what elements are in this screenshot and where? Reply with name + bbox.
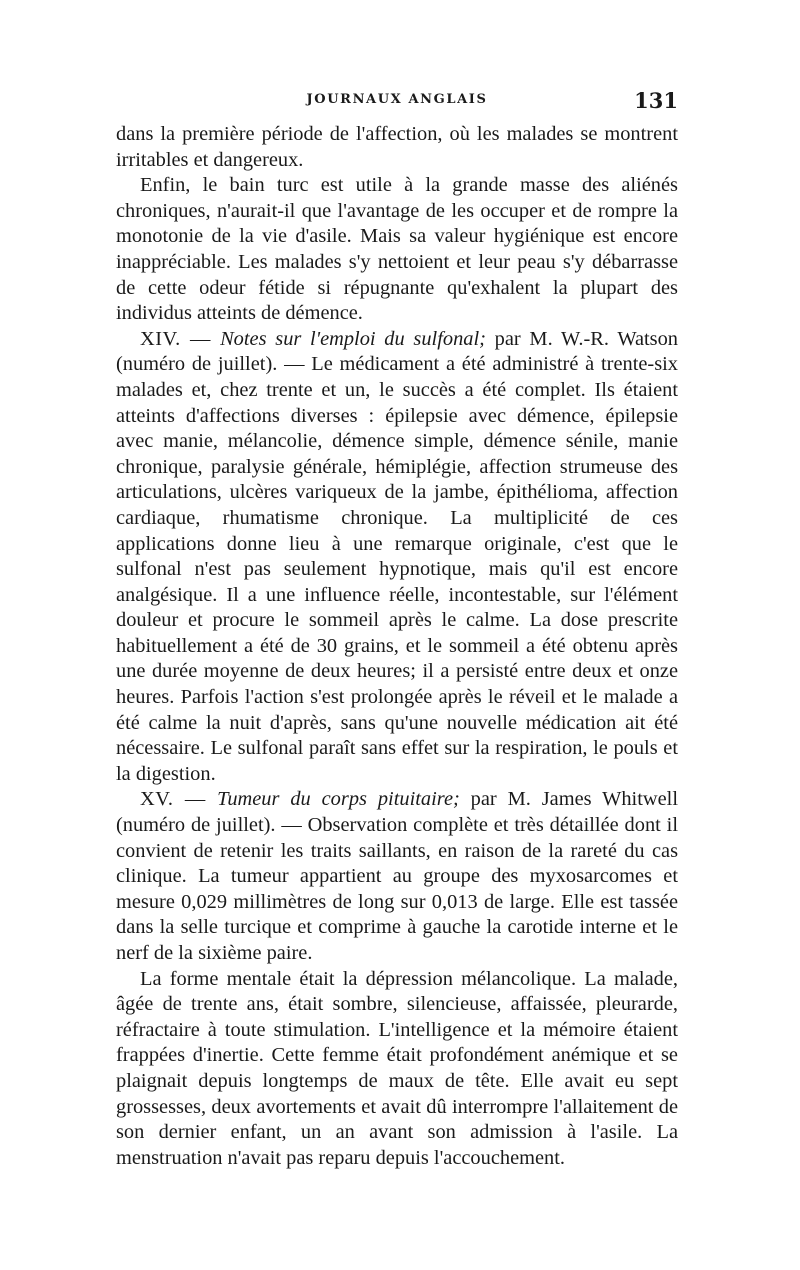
article-title: Tumeur du corps pituitaire; bbox=[217, 788, 460, 811]
paragraph-continuation: dans la première période de l'affection, où les malades se montrent irritables et dangereux. bbox=[116, 123, 678, 171]
paragraph-section-xv bbox=[116, 787, 678, 966]
body-text bbox=[116, 122, 678, 1171]
article-body: par M. James Whitwell (numéro de juillet). — Observation complète et très détaillée dont il convient de retenir les traits saillants, en raison de la rareté du cas clinique. La tumeur appartient au groupe des myxosarcomes et mesure 0,029 millimètres de long sur 0,013 de large. Elle est tassée dans la selle turcique et comprime à gauche la carotide interne et le nerf de la sixième paire. bbox=[116, 788, 678, 964]
paragraph-forme-mentale: La forme mentale était la dépression mélancolique. La malade, âgée de trente ans, était sombre, silencieuse, affaissée, pleurarde, réfractaire à toute stimulation. L'intelligence et la mémoire étaient frappées d'inertie. Cette femme était profondément anémique et se plaignait depuis longtemps de maux de tête. Elle avait eu sept grossesses, deux avortements et avait dû interrompre l'allaitement de son dernier enfant, un an avant son admission à l'asile. La menstruation n'avait pas reparu depuis l'accouchement. bbox=[116, 967, 678, 1169]
page bbox=[116, 88, 678, 1171]
article-title: Notes sur l'emploi du sulfonal; bbox=[220, 327, 486, 350]
section-number: XIV. — bbox=[140, 327, 221, 350]
paragraph-bain-turc: Enfin, le bain turc est utile à la grande masse des aliénés chroniques, n'aurait-il que l'avantage de les occuper et de rompre la monotonie de la vie d'asile. Mais sa valeur hygiénique est encore inappréciable. Les malades s'y nettoient et leur peau s'y débarrasse de cette odeur fétide si répugnante qu'exhalent la plupart des individus atteints de démence. bbox=[116, 174, 678, 325]
page-number: 131 bbox=[634, 88, 678, 113]
running-header bbox=[116, 88, 678, 122]
article-body: par M. W.-R. Watson (numéro de juillet). — Le médicament a été administré à trente-six malades et, chez trente et un, le succès a été complet. Ils étaient atteints d'affections diverses : épilepsie avec démence, épilepsie avec manie, mélancolie, démence simple, démence sénile, manie chronique, paralysie générale, hémiplégie, affection strumeuse des articulations, ulcères variqueux de la jambe, épithélioma, affection cardiaque, rhumatisme chronique. La multiplicité de ces applications donne lieu à une remarque originale, c'est que le sulfonal n'est pas seulement hypnotique, mais qu'il est encore analgésique. Il a une influence réelle, incontestable, sur l'élément douleur et procure le sommeil après le calme. La dose prescrite habituellement a été de 30 grains, et le sommeil a été obtenu après une durée moyenne de deux heures; il a persisté entre deux et onze heures. Parfois l'action s'est prolongée après le réveil et le malade a été calme la nuit d'après, sans qu'une nouvelle médication ait été nécessaire. Le sulfonal paraît sans effet sur la respiration, le pouls et la digestion. bbox=[116, 327, 679, 785]
running-title: JOURNAUX ANGLAIS bbox=[306, 92, 488, 107]
section-number: XV. — bbox=[140, 788, 218, 811]
paragraph-section-xiv bbox=[116, 327, 678, 788]
